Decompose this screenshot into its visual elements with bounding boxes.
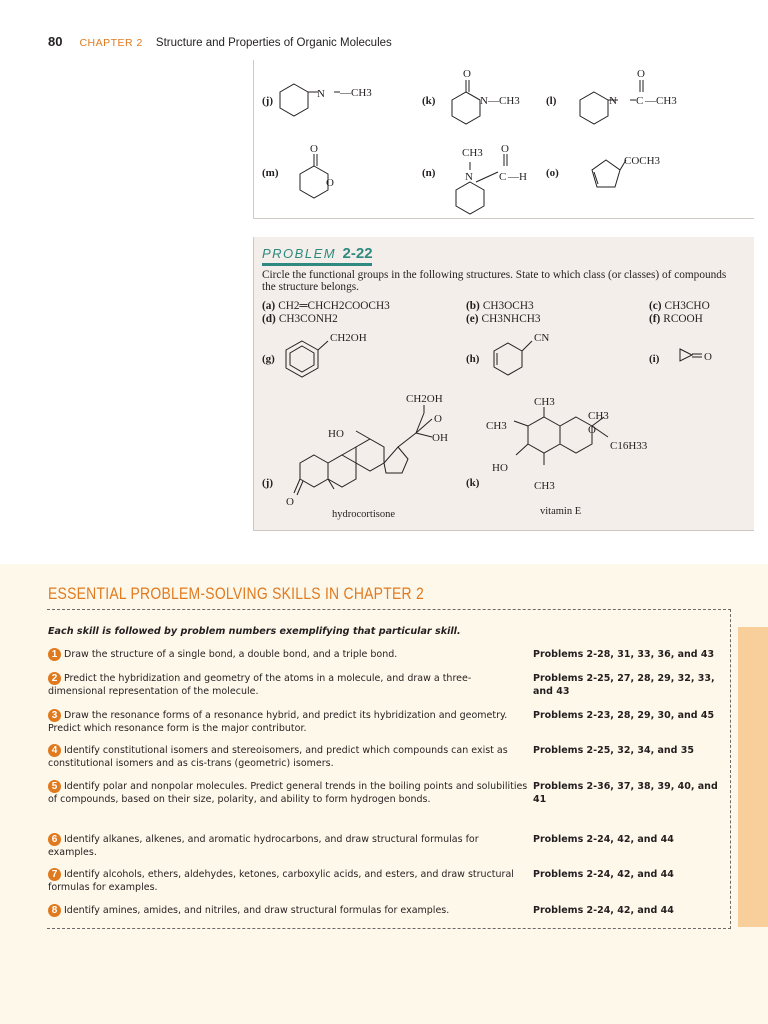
struct-n-ch3: CH3 (462, 147, 483, 159)
part-k-ch3-right: CH3 (588, 410, 609, 422)
part-j-o-top: O (434, 413, 442, 425)
struct-n-c: C (499, 171, 507, 183)
struct-label-n: (n) (422, 167, 436, 179)
chapter-label: CHAPTER 2 (79, 37, 143, 49)
skills-title: ESSENTIAL PROBLEM-SOLVING SKILLS IN CHAPTER 2 (48, 584, 424, 603)
struct-n-n: N (465, 171, 473, 183)
problem-structures (254, 237, 754, 530)
part-k-o: O (588, 424, 596, 436)
part-h-cn: CN (534, 332, 550, 344)
struct-label-o: (o) (546, 167, 559, 179)
problem-number: 2-22 (342, 245, 373, 262)
struct-m-o-ring: O (326, 177, 334, 189)
skill-problems: Problems 2-25, 32, 34, and 35 (533, 745, 694, 756)
skill-item: 5 Identify polar and nonpolar molecules. Predict general trends in the boiling points and solubilities of compounds, based on their size, polarity, and ability to form hydrogen bonds. (48, 781, 528, 805)
skill-item: 2 Predict the hybridization and geometry of the atoms in a molecule, and draw a three-dimensional representation of the molecule. (48, 673, 472, 697)
struct-label-l: (l) (546, 95, 557, 107)
struct-l-c: C (636, 95, 644, 107)
struct-l-o: O (637, 68, 645, 80)
struct-m-o-top: O (310, 143, 318, 155)
skill-problems: Problems 2-24, 42, and 44 (533, 834, 674, 845)
part-k-ch3-top: CH3 (534, 396, 555, 408)
struct-j-ch3: —CH3 (340, 87, 372, 99)
struct-l-n: N (609, 95, 617, 107)
part-j-label: (j) (262, 477, 273, 489)
part-j-o-bottom: O (286, 496, 294, 508)
problem-2-22 (253, 237, 754, 531)
skill-item: 3 Draw the resonance forms of a resonance hybrid, and predict its hybridization and geometry. Predict which resonance form is the major contributor. (48, 710, 508, 734)
skills-section (0, 564, 768, 1024)
skill-problems: Problems 2-23, 28, 29, 30, and 45 (533, 710, 715, 721)
caption-vitamin-e: vitamin E (540, 506, 582, 517)
part-i-o: O (704, 351, 712, 363)
struct-label-k: (k) (422, 95, 436, 107)
struct-label-m: (m) (262, 167, 279, 179)
struct-o-coch3: COCH3 (624, 155, 661, 167)
part-b: (b) CH3OCH3 (466, 300, 534, 312)
part-c: (c) CH3CHO (649, 300, 710, 312)
struct-label-j: (j) (262, 95, 273, 107)
skill-item: 4 Identify constitutional isomers and stereoisomers, and predict which compounds can exist as constitutional isomers and as cis-trans (geometric) isomers. (48, 745, 508, 769)
structures-panel (253, 60, 754, 219)
part-k-ch3-left: CH3 (486, 420, 507, 432)
structures-drawing (254, 60, 754, 218)
skill-problems: Problems 2-36, 37, 38, 39, 40, and 41 (533, 781, 718, 805)
caption-hydrocortisone: hydrocortisone (332, 509, 395, 520)
skill-problems: Problems 2-24, 42, and 44 (533, 905, 674, 916)
part-k-c16h33: C16H33 (610, 440, 648, 452)
struct-n-h: —H (508, 171, 527, 183)
part-f: (f) RCOOH (649, 313, 703, 325)
part-k-label: (k) (466, 477, 480, 489)
struct-j-n: N (317, 88, 325, 100)
skill-item: 7 Identify alcohols, ethers, aldehydes, ketones, carboxylic acids, and esters, and draw structural formulas for examples. (48, 869, 514, 893)
struct-n-o: O (501, 143, 509, 155)
part-k-ch3-bottom: CH3 (534, 480, 555, 492)
problem-prompt: Circle the functional groups in the following structures. State to which class (or classes) of compounds the structure belongs. (262, 269, 727, 293)
struct-k-o: O (463, 68, 471, 80)
skill-problems: Problems 2-28, 31, 33, 36, and 43 (533, 649, 715, 660)
page-number: 80 (48, 34, 63, 49)
skill-problems: Problems 2-25, 27, 28, 29, 32, 33, and 43 (533, 673, 715, 697)
part-h-label: (h) (466, 353, 480, 365)
skill-item: 1 Draw the structure of a single bond, a double bond, and a triple bond. (48, 648, 528, 661)
part-k-ho: HO (492, 462, 508, 474)
skills-intro: Each skill is followed by problem numbers exemplifying that particular skill. (48, 626, 461, 637)
part-d: (d) CH3CONH2 (262, 313, 338, 325)
struct-l-ch3: —CH3 (645, 95, 677, 107)
problem-word: PROBLEM (262, 246, 337, 261)
part-g-label: (g) (262, 353, 275, 365)
skills-title-chapter: CHAPTER 2 (343, 584, 424, 603)
struct-k-n: N (480, 95, 488, 107)
part-e: (e) CH3NHCH3 (466, 313, 541, 325)
part-j-ch2oh: CH2OH (406, 393, 443, 405)
struct-k-ch3: —CH3 (488, 95, 520, 107)
part-j-oh: OH (432, 432, 448, 444)
skill-item: 8 Identify amines, amides, and nitriles, and draw structural formulas for examples. (48, 904, 528, 917)
edge-tab (738, 627, 768, 927)
skill-item: 6 Identify alkanes, alkenes, and aromatic hydrocarbons, and draw structural formulas for examples. (48, 834, 479, 858)
part-g-ch2oh: CH2OH (330, 332, 367, 344)
chapter-title: Structure and Properties of Organic Molecules (155, 37, 392, 49)
skill-problems: Problems 2-24, 42, and 44 (533, 869, 674, 880)
part-j-ho: HO (328, 428, 344, 440)
page-header (48, 34, 392, 52)
part-a: (a) CH2═CHCH2COOCH3 (262, 300, 390, 312)
part-i-label: (i) (649, 353, 660, 365)
